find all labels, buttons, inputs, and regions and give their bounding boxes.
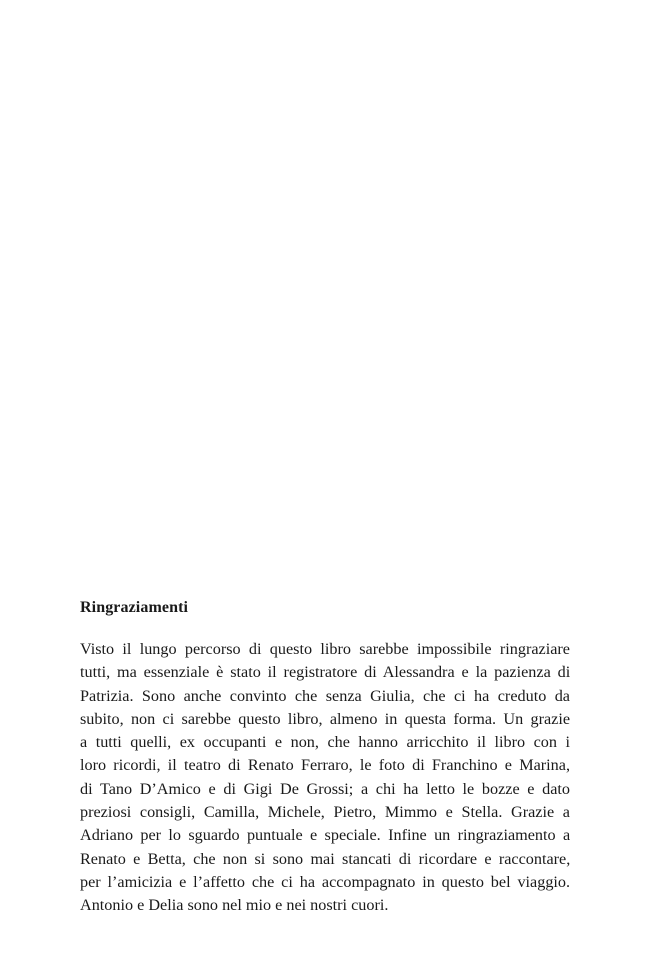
paragraph-line: subito, non ci sarebbe questo libro, almeno in questa forma. Un grazie <box>80 709 571 728</box>
section-heading: Ringraziamenti <box>80 599 189 616</box>
paragraph-line: a tutti quelli, ex occupanti e non, che hanno arricchito il libro con i <box>80 733 570 752</box>
acknowledgements-paragraph <box>80 638 570 918</box>
paragraph-line: Adriano per lo sguardo puntuale e speciale. Infine un ringraziamento a <box>80 826 571 845</box>
paragraph-line: di Tano D’Amico e di Gigi De Grossi; a chi ha letto le bozze e dato <box>80 779 570 798</box>
paragraph-line: per l’amicizia e l’affetto che ci ha accompagnato in questo bel viaggio. <box>80 872 571 891</box>
paragraph-line: Antonio e Delia sono nel mio e nei nostri cuori. <box>80 896 389 915</box>
paragraph-line: loro ricordi, il teatro di Renato Ferraro, le foto di Franchino e Marina, <box>80 756 570 775</box>
paragraph-line: tutti, ma essenziale è stato il registratore di Alessandra e la pazienza di <box>80 663 571 682</box>
paragraph-line: Renato e Betta, che non si sono mai stancati di ricordare e raccontare, <box>80 849 571 868</box>
paragraph-line: Patrizia. Sono anche convinto che senza Giulia, che ci ha creduto da <box>80 686 570 705</box>
paragraph-line: Visto il lungo percorso di questo libro sarebbe impossibile ringraziare <box>80 640 570 658</box>
paragraph-line: preziosi consigli, Camilla, Michele, Pietro, Mimmo e Stella. Grazie a <box>80 803 570 822</box>
